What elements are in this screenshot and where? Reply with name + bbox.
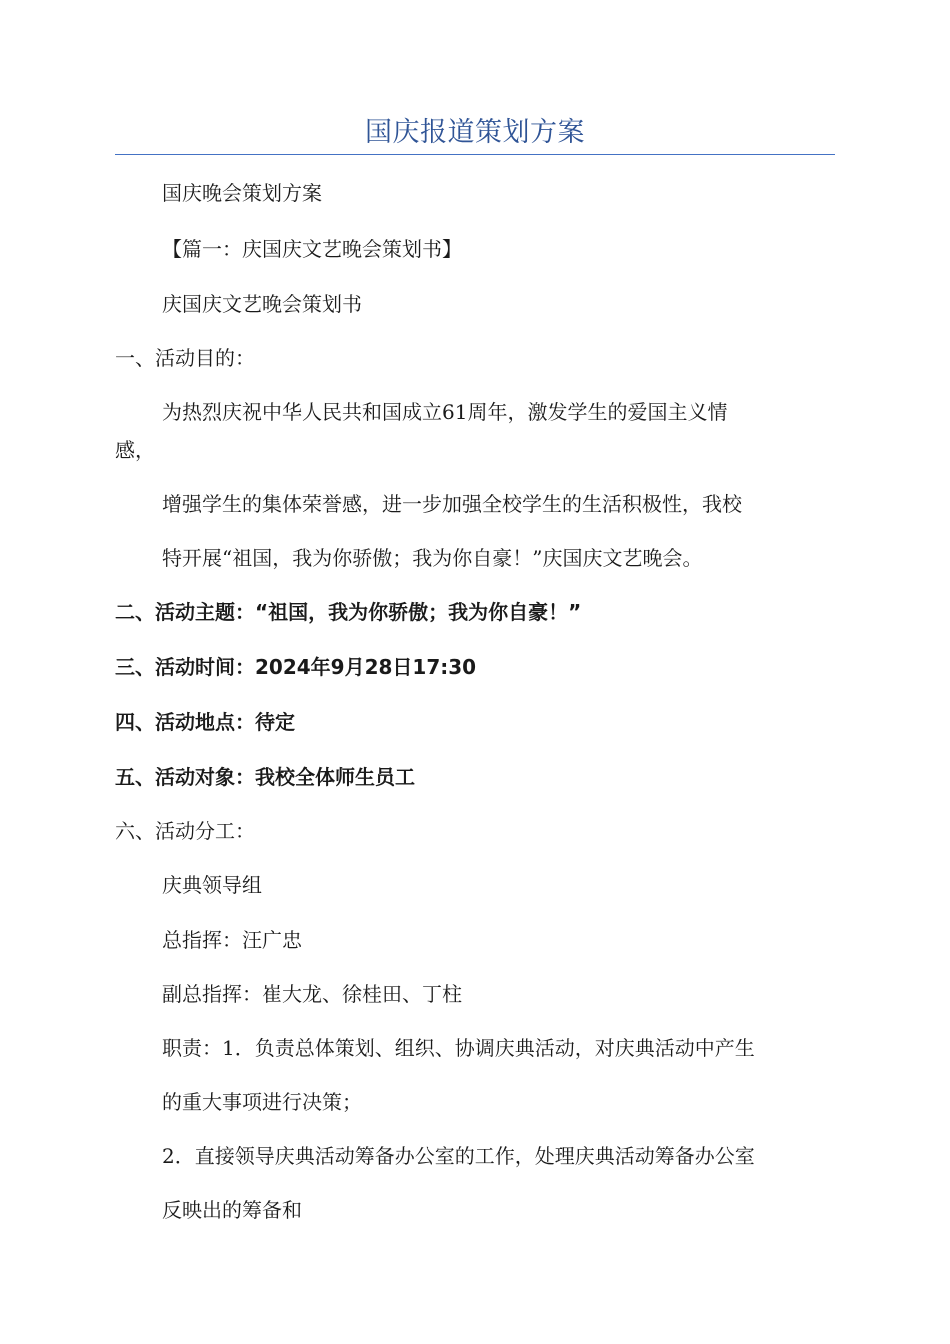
item-heading-division: 六、活动分工： [115,819,255,843]
subtitle-line: 国庆晚会策划方案 [162,181,322,205]
item-heading-time: 三、活动时间：2024年9月28日17:30 [115,655,477,679]
title-underline [115,154,835,155]
paragraph-line: 副总指挥：崔大龙、徐桂田、丁柱 [162,982,462,1006]
item-heading-purpose: 一、活动目的： [115,346,255,370]
paragraph-line: 增强学生的集体荣誉感，进一步加强全校学生的生活积极性，我校 [162,492,742,516]
paragraph-line: 感， [115,438,155,462]
paragraph-line: 特开展“祖国，我为你骄傲；我为你自豪！”庆国庆文艺晚会。 [162,546,703,570]
document-title: 国庆报道策划方案 [365,117,585,148]
section-heading: 【篇一：庆国庆文艺晚会策划书】 [162,237,462,261]
paragraph-line: 职责：1．负责总体策划、组织、协调庆典活动，对庆典活动中产生 [162,1036,755,1060]
item-heading-theme: 二、活动主题：“祖国，我为你骄傲；我为你自豪！” [115,600,582,624]
doc-heading: 庆国庆文艺晚会策划书 [162,292,362,316]
paragraph-line: 为热烈庆祝中华人民共和国成立61周年，激发学生的爱国主义情 [162,400,728,424]
item-heading-audience: 五、活动对象：我校全体师生员工 [115,765,415,789]
paragraph-line: 庆典领导组 [162,873,262,897]
item-heading-location: 四、活动地点：待定 [115,710,295,734]
paragraph-line: 反映出的筹备和 [162,1198,302,1222]
paragraph-line: 2．直接领导庆典活动筹备办公室的工作，处理庆典活动筹备办公室 [162,1144,755,1168]
paragraph-line: 的重大事项进行决策； [162,1090,362,1114]
paragraph-line: 总指挥：汪广忠 [162,928,302,952]
